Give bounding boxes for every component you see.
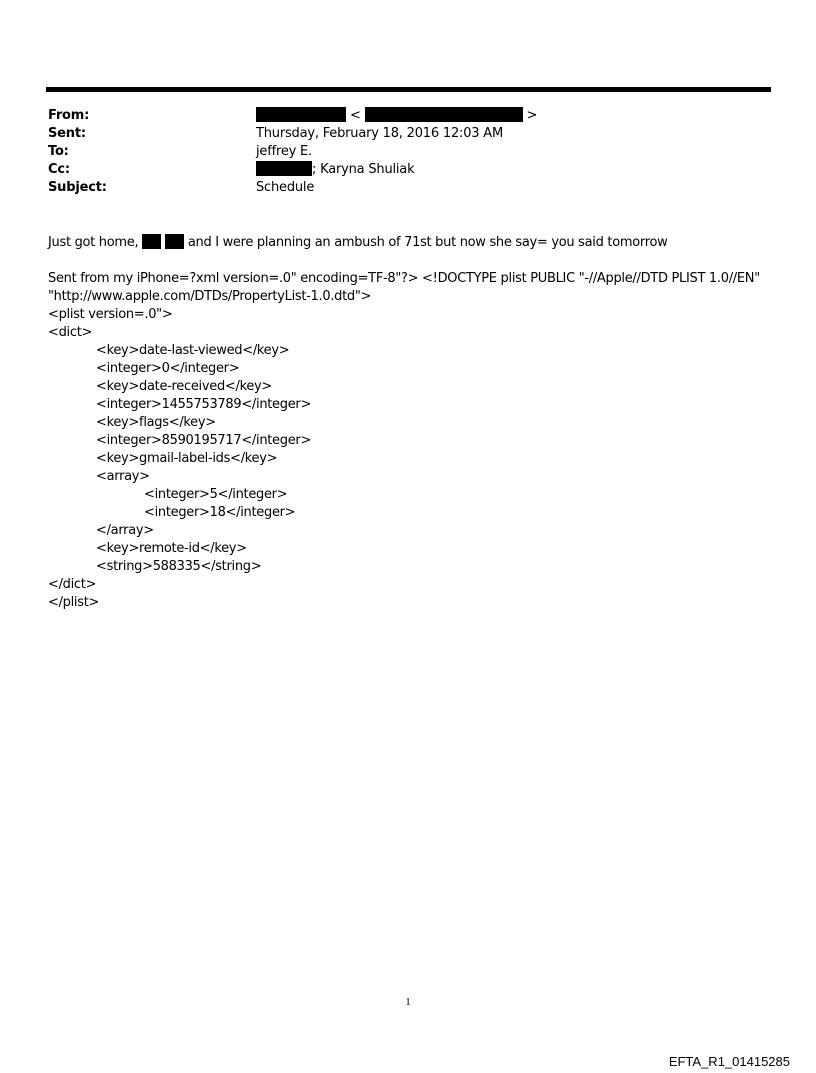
cc-value (256, 161, 414, 179)
sent-value: Thursday, February 18, 2016 12:03 AM (256, 126, 503, 141)
plist-line: </array> (96, 523, 154, 538)
plist-line: "http://www.apple.com/DTDs/PropertyList-1.0.dtd"> (48, 289, 372, 304)
redaction-block (256, 107, 346, 122)
redaction-block (365, 107, 523, 122)
subject-value: Schedule (256, 180, 315, 195)
from-open-bracket: < (349, 108, 361, 123)
message-end: and I were planning an ambush of 71st but now she say= you said tomorrow (187, 235, 668, 250)
redaction-block (165, 234, 184, 249)
plist-line: <key>date-last-viewed</key> (96, 343, 290, 358)
page-number: 1 (405, 996, 411, 1008)
plist-line: <string>588335</string> (96, 559, 262, 574)
plist-line: <plist version=.0"> (48, 307, 173, 322)
from-close-bracket: > (526, 108, 538, 123)
document-id: EFTA_R1_01415285 (668, 1054, 790, 1069)
plist-line: <dict> (48, 325, 93, 340)
plist-line: <integer>1455753789</integer> (96, 397, 312, 412)
redaction-block (142, 234, 161, 249)
plist-line: <integer>18</integer> (144, 505, 296, 520)
to-label: To: (48, 144, 69, 159)
plist-line: <key>gmail-label-ids</key> (96, 451, 278, 466)
plist-line: </plist> (48, 595, 100, 610)
plist-line: <array> (96, 469, 150, 484)
message-start: Just got home, (48, 235, 139, 250)
message-line (48, 234, 667, 252)
plist-line: <integer>8590195717</integer> (96, 433, 312, 448)
plist-line: <integer>5</integer> (144, 487, 288, 502)
from-value (256, 107, 537, 125)
redaction-block (256, 161, 312, 176)
plist-line: <integer>0</integer> (96, 361, 240, 376)
to-value: jeffrey E. (256, 144, 312, 159)
header-rule (46, 87, 771, 92)
from-label: From: (48, 108, 90, 123)
plist-line: </dict> (48, 577, 97, 592)
cc-label: Cc: (48, 162, 70, 177)
plist-line: <key>date-received</key> (96, 379, 273, 394)
plist-line: <key>remote-id</key> (96, 541, 247, 556)
plist-line: <key>flags</key> (96, 415, 216, 430)
plist-line: Sent from my iPhone=?xml version=.0" encoding=TF-8"?> <!DOCTYPE plist PUBLIC "-//Apple//DTD PLIST 1.0//EN" (48, 271, 760, 286)
cc-names: ; Karyna Shuliak (312, 162, 415, 177)
subject-label: Subject: (48, 180, 107, 195)
sent-label: Sent: (48, 126, 86, 141)
